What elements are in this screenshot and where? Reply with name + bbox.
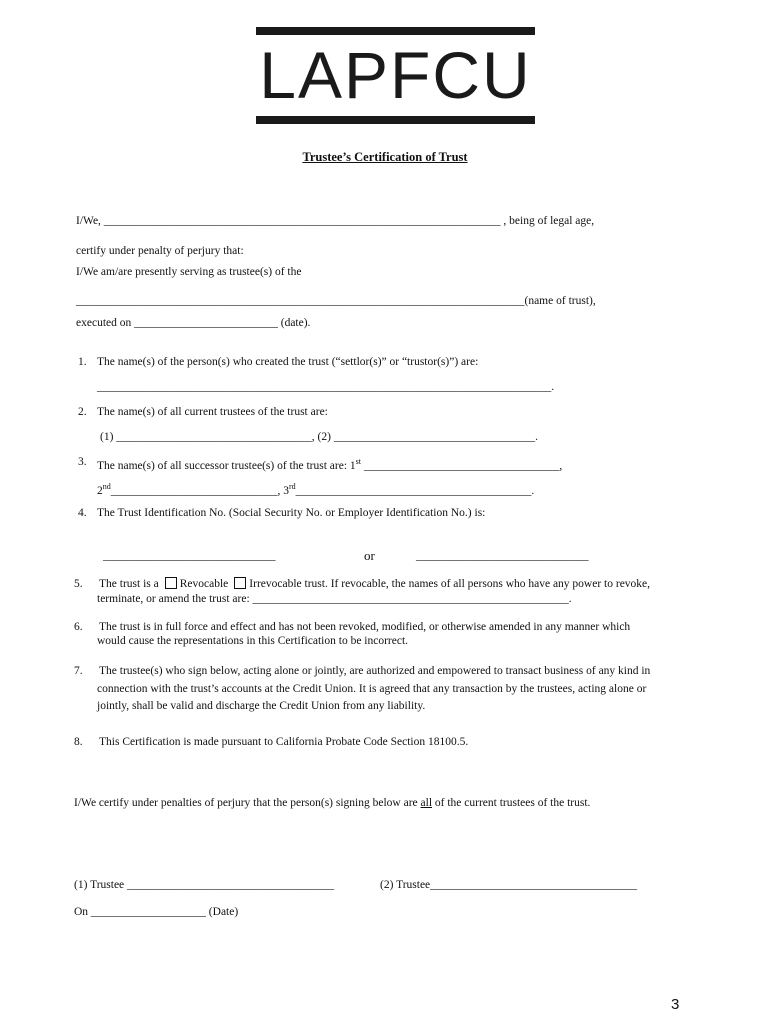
trustee-1-signature-line: (1) Trustee ____________________________________: [74, 879, 335, 891]
certify-all-emphasis: all: [420, 797, 433, 809]
irrevocable-checkbox[interactable]: [234, 577, 246, 589]
item-7-line-1: The trustee(s) who sign below, acting alone or jointly, are authorized and empowered to transact business of any kind in: [99, 665, 651, 677]
item-8-number: 8.: [74, 736, 83, 748]
certify-penalty-text: certify under penalty of perjury that:: [76, 245, 244, 257]
signature-date-line: On ____________________ (Date): [74, 906, 239, 918]
item-5-number: 5.: [74, 578, 83, 590]
logo-top-bar: [256, 27, 535, 35]
item-3-text-a: The name(s) of all successor trustee(s) of the trust are: 1: [97, 460, 356, 472]
item-3-line2-a: 2: [97, 485, 103, 497]
trust-name-line: ______________________________________________________________________________(name of trust),: [76, 295, 596, 307]
item-4-number: 4.: [78, 507, 87, 519]
irrevocable-label: Irrevocable trust.: [249, 578, 328, 590]
item-8-text: This Certification is made pursuant to California Probate Code Section 18100.5.: [99, 736, 469, 748]
item-3-number: 3.: [78, 456, 87, 468]
item-5-text-b: If revocable, the names of all persons who have any power to revoke,: [327, 578, 651, 590]
item-2-number: 2.: [78, 406, 87, 418]
certify-all-c: of the current trustees of the trust.: [432, 797, 591, 809]
item-4-blank-left: ______________________________: [103, 550, 276, 562]
item-3-sup-st: st: [355, 457, 361, 466]
iwe-line: I/We, _____________________________________________________________________ , being of legal age,: [76, 215, 595, 227]
item-7-line-2: connection with the trust’s accounts at the Credit Union. It is agreed that any transaction by the trustees, acting alone or: [97, 683, 647, 695]
item-5-text: [99, 577, 650, 591]
item-1-text: The name(s) of the person(s) who created the trust (“settlor(s)” or “trustor(s)”) are:: [97, 356, 479, 368]
item-3-text-b: __________________________________,: [361, 460, 563, 472]
item-3-sup-rd: rd: [289, 482, 296, 491]
item-5-second-line: terminate, or amend the trust are: _______________________________________________________.: [97, 593, 572, 605]
item-7-number: 7.: [74, 665, 83, 677]
revocable-checkbox[interactable]: [165, 577, 177, 589]
page-number: 3: [671, 996, 680, 1013]
item-2-blank-line: (1) __________________________________, (2) ___________________________________.: [100, 431, 538, 443]
item-7-line-3: jointly, shall be valid and discharge the Credit Union from any liability.: [97, 700, 426, 712]
item-3-line2-c: _________________________________________.: [295, 485, 535, 497]
lapfcu-logo: [256, 27, 535, 124]
item-6-line-1: The trust is in full force and effect and has not been revoked, modified, or otherwise amended in any manner which: [99, 621, 631, 633]
item-3-line2-b: _____________________________, 3: [110, 485, 289, 497]
certify-all-a: I/We certify under penalties of perjury that the person(s) signing below are: [74, 797, 421, 809]
executed-on-line: executed on _________________________ (date).: [76, 317, 311, 329]
logo-bottom-bar: [256, 116, 535, 124]
item-3-second-line: [97, 480, 534, 498]
logo-wordmark: LAPFCU: [259, 38, 532, 112]
document-title: Trustee’s Certification of Trust: [302, 150, 468, 164]
item-3-text: [97, 455, 562, 473]
item-4-or: or: [364, 548, 375, 563]
item-6-number: 6.: [74, 621, 83, 633]
item-4-blank-right: ______________________________: [416, 550, 589, 562]
item-2-text: The name(s) of all current trustees of the trust are:: [97, 406, 328, 418]
item-1-number: 1.: [78, 356, 87, 368]
revocable-label: Revocable: [179, 578, 229, 590]
item-1-blank-line: _______________________________________________________________________________.: [97, 381, 555, 393]
certify-all-trustees-text: [74, 796, 590, 810]
item-4-text: The Trust Identification No. (Social Security No. or Employer Identification No.) is:: [97, 507, 486, 519]
item-6-line-2: would cause the representations in this Certification to be incorrect.: [97, 635, 409, 647]
item-3-sup-nd: nd: [102, 482, 111, 491]
trustee-2-signature-line: (2) Trustee____________________________________: [380, 879, 638, 891]
serving-trustee-text: I/We am/are presently serving as trustee(s) of the: [76, 266, 302, 278]
item-5-text-a: The trust is a: [99, 578, 159, 590]
